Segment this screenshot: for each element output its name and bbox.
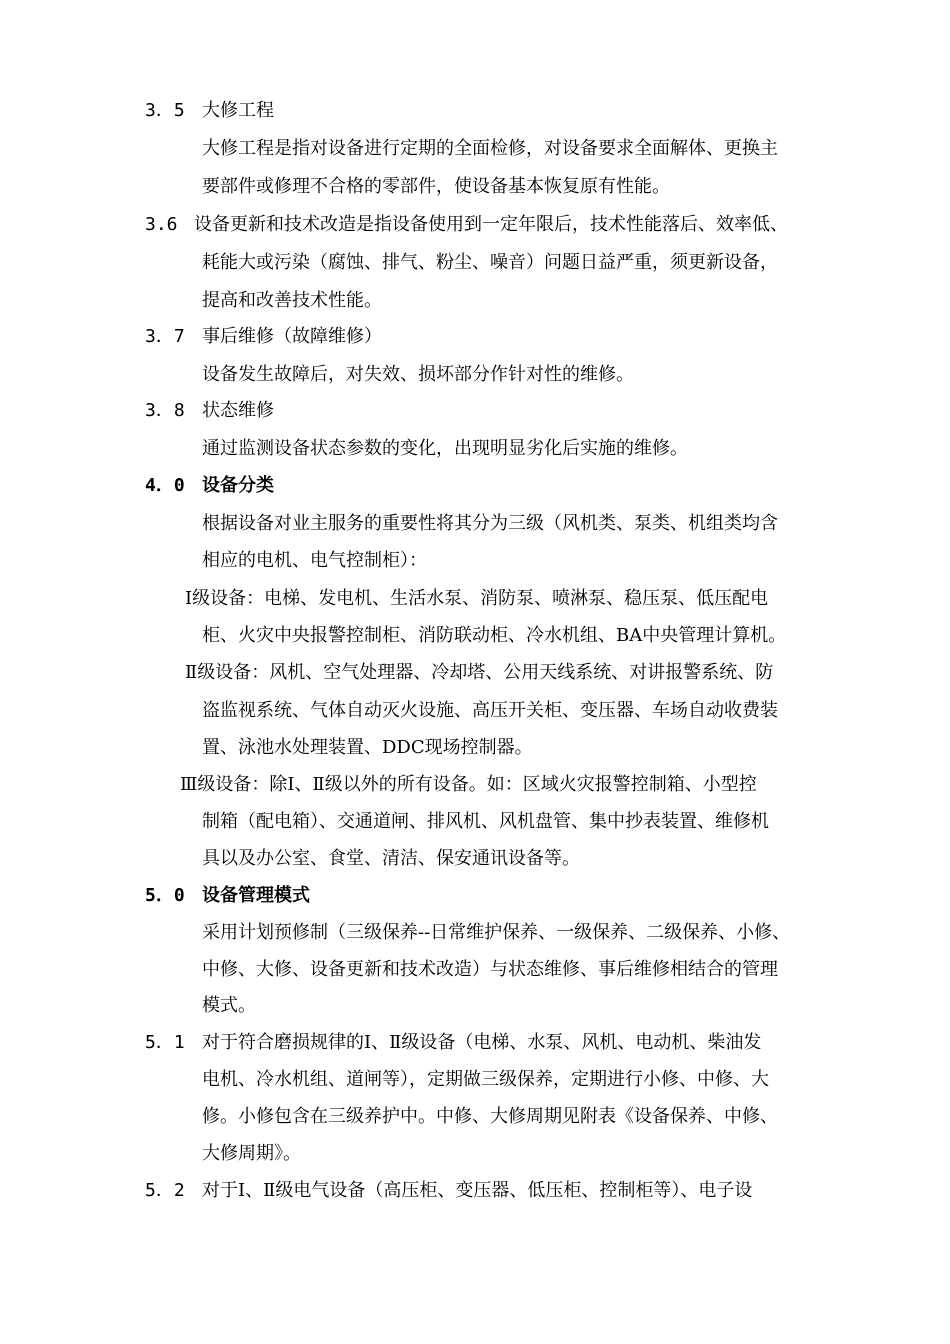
- paragraph-line: 模式。: [202, 995, 256, 1016]
- section-number: 3．5: [145, 100, 185, 121]
- section-number: 5．1: [145, 1032, 185, 1053]
- paragraph-line: 采用计划预修制（三级保养--日常维护保养、一级保养、二级保养、小修、: [202, 922, 791, 943]
- section-number: 3．8: [145, 400, 185, 421]
- paragraph-line: 中修、大修、设备更新和技术改造）与状态维修、事后维修相结合的管理: [202, 959, 778, 980]
- class-1-line: Ⅰ级设备：电梯、发电机、生活水泵、消防泵、喷淋泵、稳压泵、低压配电: [185, 588, 769, 609]
- section-heading: 状态维修: [202, 400, 274, 421]
- paragraph-line: 根据设备对业主服务的重要性将其分为三级（风机类、泵类、机组类均含: [202, 513, 778, 534]
- paragraph-line: 大修周期》。: [202, 1143, 301, 1164]
- section-number: 3．7: [145, 326, 185, 347]
- paragraph-line: 相应的电机、电气控制柜）：: [202, 550, 427, 571]
- section-heading: 设备管理模式: [202, 885, 310, 906]
- section-heading: 事后维修（故障维修）: [202, 326, 382, 347]
- paragraph-line: 修。小修包含在三级养护中。中修、大修周期见附表《设备保养、中修、: [202, 1106, 778, 1127]
- section-number: 3.6: [145, 214, 178, 235]
- class-2-line: 置、泳池水处理装置、DDC现场控制器。: [202, 737, 533, 758]
- class-2-line: 盗监视系统、气体自动灭火设施、高压开关柜、变压器、车场自动收费装: [202, 700, 778, 721]
- paragraph-line: 对于符合磨损规律的Ⅰ、Ⅱ级设备（电梯、水泵、风机、电动机、柴油发: [202, 1032, 762, 1053]
- section-heading: 大修工程: [202, 100, 274, 121]
- section-number: 5．0: [145, 885, 185, 906]
- paragraph-line: 大修工程是指对设备进行定期的全面检修，对设备要求全面解体、更换主: [202, 138, 778, 159]
- class-1-line: 柜、火灾中央报警控制柜、消防联动柜、冷水机组、BA中央管理计算机。: [202, 625, 787, 646]
- paragraph-line: 通过监测设备状态参数的变化，出现明显劣化后实施的维修。: [202, 438, 688, 459]
- paragraph-line: 要部件或修理不合格的零部件，使设备基本恢复原有性能。: [202, 176, 670, 197]
- paragraph-line: 设备更新和技术改造是指设备使用到一定年限后，技术性能落后、效率低、: [194, 214, 788, 235]
- paragraph-line: 电机、冷水机组、道闸等），定期做三级保养，定期进行小修、中修、大: [202, 1069, 769, 1090]
- class-3-line: Ⅲ级设备：除Ⅰ、Ⅱ级以外的所有设备。如：区域火灾报警控制箱、小型控: [180, 774, 757, 795]
- section-number: 4．0: [145, 475, 185, 496]
- class-2-line: Ⅱ级设备：风机、空气处理器、冷却塔、公用天线系统、对讲报警系统、防: [185, 662, 774, 683]
- paragraph-line: 设备发生故障后，对失效、损坏部分作针对性的维修。: [202, 364, 634, 385]
- paragraph-line: 耗能大或污染（腐蚀、排气、粉尘、噪音）问题日益严重，须更新设备，: [202, 252, 778, 273]
- class-3-line: 具以及办公室、食堂、清洁、保安通讯设备等。: [202, 848, 580, 869]
- paragraph-line: 对于Ⅰ、Ⅱ级电气设备（高压柜、变压器、低压柜、控制柜等）、电子设: [202, 1180, 753, 1201]
- paragraph-line: 提高和改善技术性能。: [202, 290, 382, 311]
- section-number: 5．2: [145, 1180, 185, 1201]
- section-heading: 设备分类: [202, 475, 274, 496]
- class-3-line: 制箱（配电箱）、交通道闸、排风机、风机盘管、集中抄表装置、维修机: [202, 811, 769, 832]
